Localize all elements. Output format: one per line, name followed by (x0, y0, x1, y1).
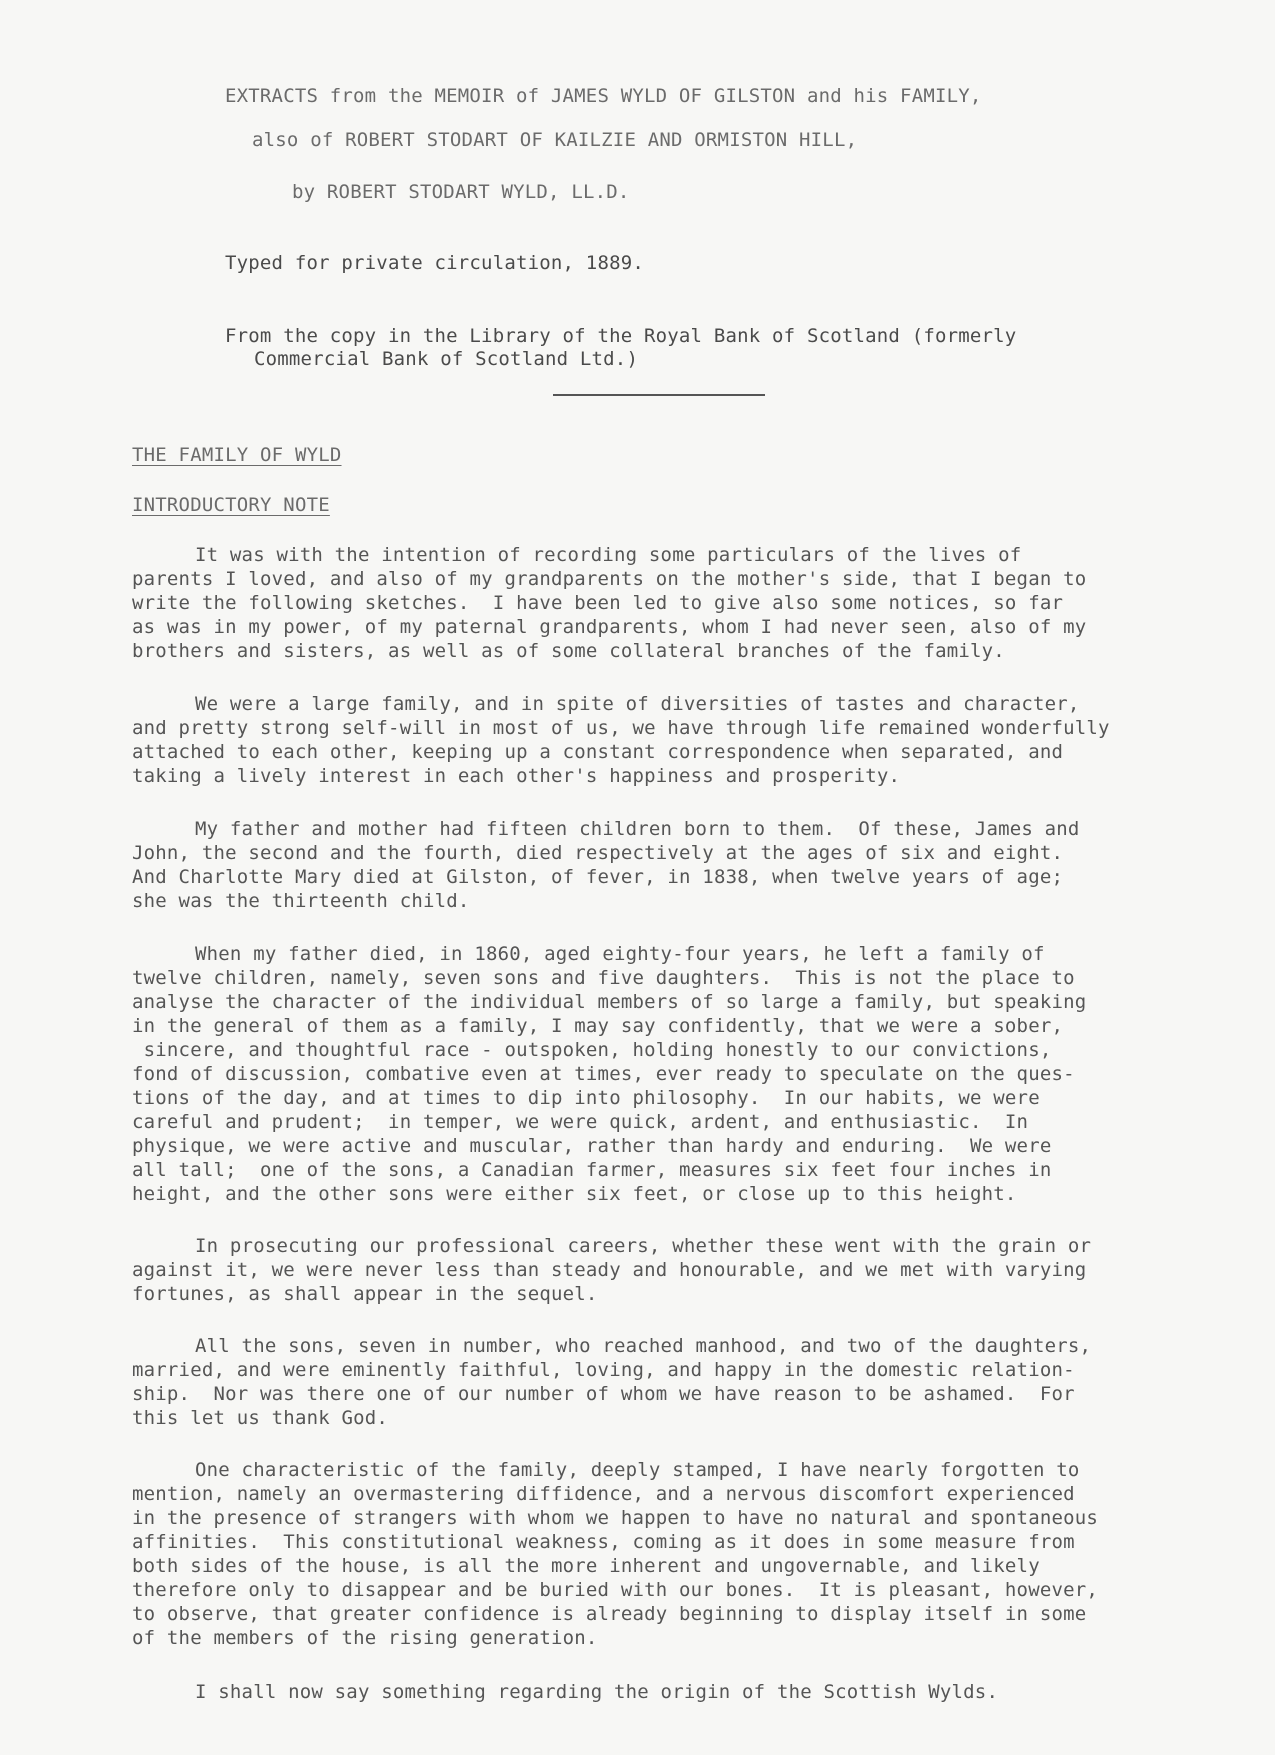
header-title-line: EXTRACTS from the MEMOIR of JAMES WYLD OF GILSTON and his FAMILY, (225, 85, 982, 107)
paragraph-line: We were a large family, and in spite of diversities of tastes and character, (195, 693, 1080, 715)
source-note-line-2: Commercial Bank of Scotland Ltd.) (254, 348, 639, 370)
paragraph-line: physique, we were active and muscular, rather than hardy and enduring. We were (132, 1135, 1052, 1157)
paragraph-line: against it, we were never less than steady and honourable, and we met with varying (132, 1259, 1087, 1281)
paragraph-line: careful and prudent; in temper, we were quick, ardent, and enthusiastic. In (132, 1111, 1029, 1133)
paragraph-line: In prosecuting our professional careers, whether these went with the grain or (195, 1235, 1092, 1257)
section-title: THE FAMILY OF WYLD (132, 444, 342, 466)
source-note-line-1: From the copy in the Library of the Royal Bank of Scotland (formerly (225, 325, 1017, 347)
paragraph-line: she was the thirteenth child. (132, 890, 470, 912)
paragraph-line: ship. Nor was there one of our number of whom we have reason to be ashamed. For (132, 1383, 1075, 1405)
paragraph-line: One characteristic of the family, deeply stamped, I have nearly forgotten to (195, 1459, 1080, 1481)
paragraph-line: write the following sketches. I have been led to give also some notices, so far (132, 592, 1064, 614)
paragraph-line: I shall now say something regarding the origin of the Scottish Wylds. (195, 1681, 999, 1703)
paragraph-line: height, and the other sons were either six feet, or close up to this height. (132, 1183, 1017, 1205)
paragraph-line: fond of discussion, combative even at times, ever ready to speculate on the ques- (132, 1063, 1075, 1085)
paragraph-line: as was in my power, of my paternal grandparents, whom I had never seen, also of my (132, 616, 1087, 638)
paragraph-line: John, the second and the fourth, died respectively at the ages of six and eight. (132, 842, 1064, 864)
paragraph-line: affinities. This constitutional weakness, coming as it does in some measure from (132, 1531, 1075, 1553)
paragraph-line: attached to each other, keeping up a constant correspondence when separated, and (132, 741, 1064, 763)
paragraph-line: all tall; one of the sons, a Canadian farmer, measures six feet four inches in (132, 1159, 1052, 1181)
paragraph-line: parents I loved, and also of my grandparents on the mother's side, that I began to (132, 568, 1087, 590)
header-author-line: by ROBERT STODART WYLD, LL.D. (292, 181, 630, 203)
paragraph-line: My father and mother had fifteen children born to them. Of these, James and (195, 818, 1080, 840)
paragraph-line: married, and were eminently faithful, loving, and happy in the domestic relation- (132, 1359, 1075, 1381)
paragraph-line: mention, namely an overmastering diffidence, and a nervous discomfort experienced (132, 1483, 1075, 1505)
paragraph-line: in the general of them as a family, I may say confidently, that we were a sober, (132, 1015, 1064, 1037)
paragraph-line: All the sons, seven in number, who reached manhood, and two of the daughters, (195, 1335, 1092, 1357)
paragraph-line: twelve children, namely, seven sons and five daughters. This is not the place to (132, 967, 1075, 989)
paragraph-line: to observe, that greater confidence is already beginning to display itself in some (132, 1603, 1087, 1625)
paragraph-line: both sides of the house, is all the more inherent and ungovernable, and likely (132, 1555, 1040, 1577)
divider-rule (553, 394, 765, 396)
paragraph-line: brothers and sisters, as well as of some collateral branches of the family. (132, 640, 1005, 662)
paragraph-line: tions of the day, and at times to dip into philosophy. In our habits, we were (132, 1087, 1040, 1109)
paragraph-line: fortunes, as shall appear in the sequel. (132, 1283, 598, 1305)
typed-note: Typed for private circulation, 1889. (225, 252, 645, 274)
paragraph-line: sincere, and thoughtful race - outspoken, holding honestly to our convictions, (132, 1039, 1052, 1061)
paragraph-line: It was with the intention of recording some particulars of the lives of (195, 544, 1022, 566)
paragraph-line: in the presence of strangers with whom we happen to have no natural and spontaneous (132, 1507, 1099, 1529)
paragraph-line: When my father died, in 1860, aged eighty-four years, he left a family of (195, 943, 1045, 965)
paragraph-line: analyse the character of the individual members of so large a family, but speaking (132, 991, 1087, 1013)
paragraph-line: of the members of the rising generation. (132, 1627, 598, 1649)
paragraph-line: And Charlotte Mary died at Gilston, of fever, in 1838, when twelve years of age; (132, 866, 1064, 888)
paragraph-line: therefore only to disappear and be buried with our bones. It is pleasant, however, (132, 1579, 1099, 1601)
paragraph-line: and pretty strong self-will in most of us, we have through life remained wonderfully (132, 717, 1110, 739)
paragraph-line: this let us thank God. (132, 1407, 389, 1429)
subsection-title: INTRODUCTORY NOTE (132, 494, 330, 516)
header-subtitle-line: also of ROBERT STODART OF KAILZIE AND ORMISTON HILL, (252, 129, 858, 151)
paragraph-line: taking a lively interest in each other's happiness and prosperity. (132, 765, 901, 787)
